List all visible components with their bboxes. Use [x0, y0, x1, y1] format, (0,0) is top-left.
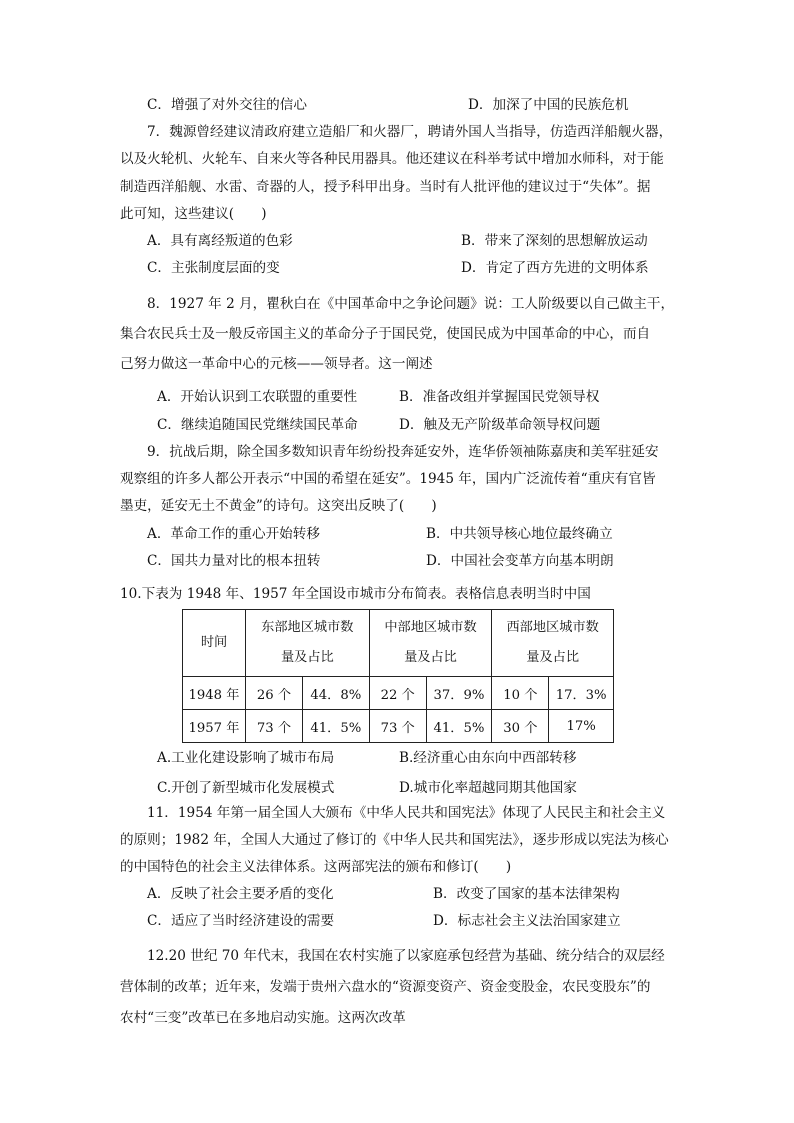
q10-option-a: A.工业化建设影响了城市布局 — [157, 750, 335, 766]
header-central-line-1: 中部地区城市数 — [384, 620, 477, 635]
q7-option-b: B．带来了深刻的思想解放运动 — [461, 233, 648, 249]
q11-option-a: A．反映了社会主要矛盾的变化 — [147, 886, 334, 902]
table-row — [183, 677, 614, 710]
q10-option-c: C.开创了新型城市化发展模式 — [157, 780, 335, 796]
q7-stem-line-2: 以及火轮机、火轮车、自来火等各种民用器具。他还建议在科举考试中增加水师科，对于能 — [120, 151, 664, 167]
header-central — [369, 610, 492, 677]
q8-option-a: A．开始认识到工农联盟的重要性 — [157, 389, 358, 405]
q8-stem-line-3: 己努力做这一革命中心的元核——领导者。这一阐述 — [120, 356, 433, 372]
cell-west-share: 17．3% — [549, 677, 614, 710]
cell-year: 1957 年 — [183, 710, 246, 743]
cell-central-share: 41．5% — [426, 710, 492, 743]
header-west-line-2: 量及占比 — [526, 650, 580, 665]
q8-option-d: D．触及无产阶级革命领导权问题 — [399, 417, 601, 433]
cell-central-share: 37．9% — [426, 677, 492, 710]
header-east — [246, 610, 370, 677]
q11-option-b: B．改变了国家的基本法律架构 — [433, 886, 620, 902]
header-time: 时间 — [183, 610, 246, 677]
q9-option-b: B．中共领导核心地位最终确立 — [426, 526, 613, 542]
table-header-row — [183, 610, 614, 677]
header-central-line-2: 量及占比 — [404, 650, 457, 665]
cell-east-share: 41．5% — [303, 710, 370, 743]
q11-stem-line-1: 11．1954 年第一届全国人大颁布《中华人民共和国宪法》体现了人民民主和社会主义 — [147, 805, 666, 821]
q12-stem-line-2: 营体制的改革；近年来，发端于贵州六盘水的“资源变资产、资金变股金，农民变股东”的 — [120, 979, 651, 995]
q7-stem-line-3: 制造西洋船舰、水雷、奇器的人，授予科甲出身。当时有人批评他的建议过于“失体”。据 — [120, 179, 651, 195]
q8-option-b: B．准备改组并掌握国民党领导权 — [399, 389, 600, 405]
q10-option-b: B.经济重心由东向中西部转移 — [399, 750, 577, 766]
cell-central-count: 73 个 — [369, 710, 426, 743]
q8-stem-line-1: 8．1927 年 2 月，瞿秋白在《中国革命中之争论问题》说：工人阶级要以自己做主干， — [147, 296, 675, 312]
q8-option-c: C．继续追随国民党继续国民革命 — [157, 417, 358, 433]
q9-stem-line-3: 墨吏，延安无土不黄金”的诗句。这突出反映了( ) — [120, 498, 437, 514]
q9-option-a: A．革命工作的重心开始转移 — [147, 526, 320, 542]
city-distribution-table — [182, 609, 614, 743]
q10-stem: 10.下表为 1948 年、1957 年全国设市城市分布简表。表格信息表明当时中国 — [120, 586, 591, 602]
q9-option-d: D．中国社会变革方向基本明朗 — [426, 553, 614, 569]
cell-west-share: 17% — [549, 710, 614, 743]
cell-east-count: 73 个 — [246, 710, 303, 743]
q6-option-d: D．加深了中国的民族危机 — [468, 97, 629, 113]
q8-stem-line-2: 集合农民兵士及一般反帝国主义的革命分子于国民党，使国民成为中国革命的中心，而自 — [120, 326, 651, 342]
q7-option-d: D．肯定了西方先进的文明体系 — [461, 260, 649, 276]
cell-east-count: 26 个 — [246, 677, 303, 710]
q9-option-c: C．国共力量对比的根本扭转 — [147, 553, 321, 569]
q7-stem-line-4: 此可知，这些建议( ) — [120, 206, 267, 222]
header-east-line-1: 东部地区城市数 — [261, 620, 354, 635]
header-east-line-2: 量及占比 — [280, 650, 334, 665]
q10-option-d: D.城市化率超越同期其他国家 — [399, 780, 577, 796]
header-west-line-1: 西部地区城市数 — [506, 620, 599, 635]
q11-option-c: C．适应了当时经济建设的需要 — [147, 913, 335, 929]
cell-central-count: 22 个 — [369, 677, 426, 710]
cell-west-count: 30 个 — [492, 710, 549, 743]
cell-east-share: 44．8% — [303, 677, 370, 710]
q11-option-d: D．标志社会主义法治国家建立 — [433, 913, 621, 929]
q6-option-c: C．增强了对外交往的信心 — [147, 97, 307, 113]
q12-stem-line-3: 农村“三变”改革已在多地启动实施。这两次改革 — [120, 1010, 406, 1026]
table-row — [183, 710, 614, 743]
cell-year: 1948 年 — [183, 677, 246, 710]
q7-option-c: C．主张制度层面的变 — [147, 260, 280, 276]
q11-stem-line-3: 的中国特色的社会主义法律体系。这两部宪法的颁布和修订( ) — [120, 859, 512, 875]
q9-stem-line-1: 9．抗战后期，除全国多数知识青年纷纷投奔延安外，连华侨领袖陈嘉庚和美军驻延安 — [147, 444, 659, 460]
q11-stem-line-2: 的原则；1982 年，全国人大通过了修订的《中华人民共和国宪法》，逐步形成以宪法为核心 — [120, 832, 669, 848]
header-west — [492, 610, 614, 677]
q12-stem-line-1: 12.20 世纪 70 年代末，我国在农村实施了以家庭承包经营为基础、统分结合的双层经 — [147, 948, 665, 964]
q9-stem-line-2: 观察组的许多人都公开表示“中国的希望在延安”。1945 年，国内广泛流传着“重庆有官皆 — [120, 471, 656, 487]
cell-west-count: 10 个 — [492, 677, 549, 710]
q7-option-a: A．具有离经叛道的色彩 — [147, 233, 293, 249]
q7-stem-line-1: 7．魏源曾经建议清政府建立造船厂和火器厂，聘请外国人当指导，仿造西洋船舰火器， — [147, 124, 673, 140]
